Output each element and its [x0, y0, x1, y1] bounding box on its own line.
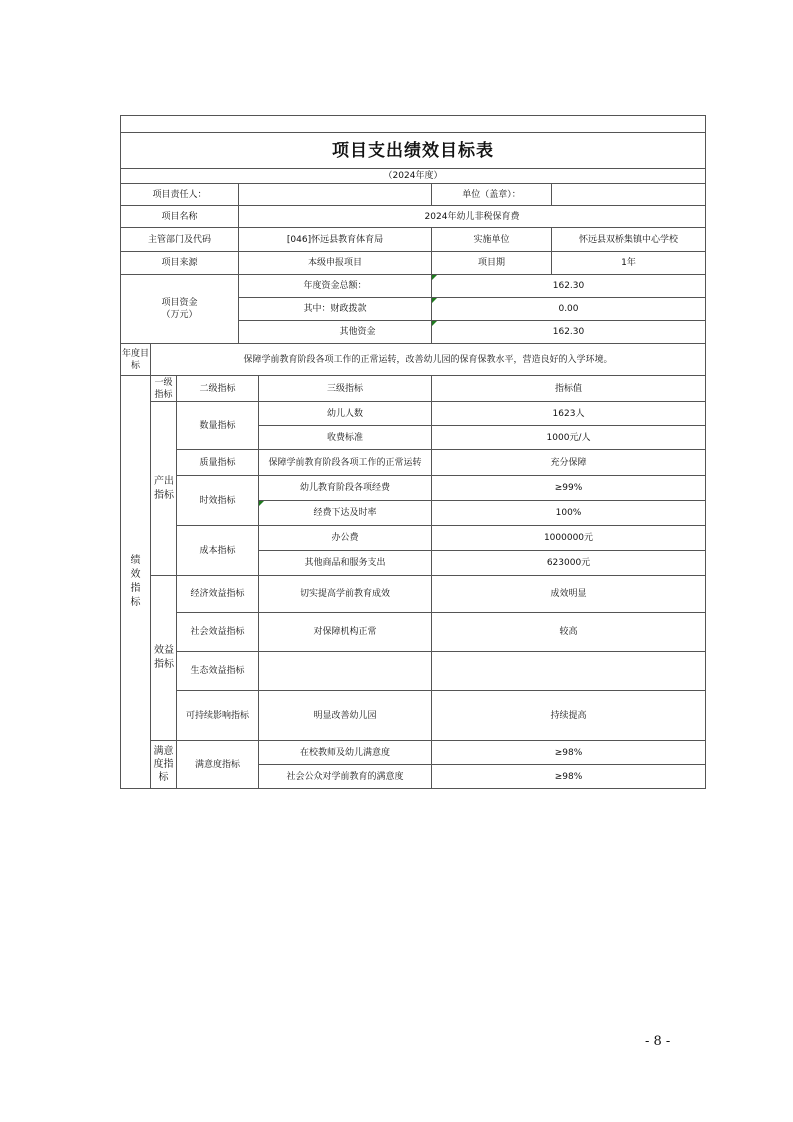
eco-benefit-label: 生态效益指标 [177, 652, 259, 691]
indicator-name: 明显改善幼儿园 [259, 691, 432, 741]
indicator-value: 成效明显 [432, 576, 706, 613]
indicator-value: 充分保障 [432, 450, 706, 476]
blank-cell [121, 116, 706, 133]
project-source-label: 项目来源 [121, 252, 239, 275]
department-label: 主管部门及代码 [121, 228, 239, 252]
performance-table-sheet [120, 115, 705, 789]
indicator-name: 其他商品和服务支出 [259, 551, 432, 576]
unit-seal-value [552, 184, 706, 206]
satisfaction-indicator-label [151, 741, 177, 789]
responsible-person-label: 项目责任人： [121, 184, 239, 206]
project-name-value: 2024年幼儿非税保育费 [239, 206, 706, 228]
indicator-name [259, 652, 432, 691]
table-row [121, 691, 706, 741]
time-indicator-label: 时效指标 [177, 476, 259, 526]
indicator-name: 保障学前教育阶段各项工作的正常运转 [259, 450, 432, 476]
responsible-person-value [239, 184, 432, 206]
performance-indicator-text: 绩效指标 [130, 555, 141, 608]
fiscal-allocation-value: 0.00 [432, 298, 706, 321]
implementing-unit-value: 怀远县双桥集镇中心学校 [552, 228, 706, 252]
indicator-value [432, 652, 706, 691]
table-row [121, 652, 706, 691]
indicator-value: 100% [432, 501, 706, 526]
level1-header: 一级指标 [151, 376, 177, 402]
table-row [121, 613, 706, 652]
source-row [121, 252, 706, 275]
other-funds-value: 162.30 [432, 321, 706, 344]
project-period-value: 1年 [552, 252, 706, 275]
fiscal-allocation-label: 其中：财政拨款 [239, 298, 432, 321]
indicator-value: 1000000元 [432, 526, 706, 551]
department-row [121, 228, 706, 252]
benefit-indicator-label [151, 576, 177, 741]
indicator-value: 1623人 [432, 402, 706, 426]
indicator-name: 收费标准 [259, 426, 432, 450]
project-name-row [121, 206, 706, 228]
implementing-unit-label: 实施单位 [432, 228, 552, 252]
table-row [121, 741, 706, 765]
project-name-label: 项目名称 [121, 206, 239, 228]
table-row [121, 526, 706, 551]
other-funds-label: 其他资金 [239, 321, 432, 344]
indicator-name: 对保障机构正常 [259, 613, 432, 652]
quality-indicator-label: 质量指标 [177, 450, 259, 476]
table-row [121, 450, 706, 476]
department-value: [046]怀远县教育体育局 [239, 228, 432, 252]
responsible-row [121, 184, 706, 206]
unit-seal-label: 单位（盖章）： [432, 184, 552, 206]
output-indicator-text: 产出指标 [154, 475, 174, 501]
level3-header: 三级指标 [259, 376, 432, 402]
project-source-value: 本级申报项目 [239, 252, 432, 275]
indicator-name: 切实提高学前教育成效 [259, 576, 432, 613]
quantity-indicator-label: 数量指标 [177, 402, 259, 450]
economic-benefit-label: 经济效益指标 [177, 576, 259, 613]
blank-top-row [121, 116, 706, 133]
page-number: - 8 - [645, 1034, 671, 1049]
project-funds-label: 项目资金 （万元） [121, 275, 239, 344]
annual-total-label: 年度资金总额： [239, 275, 432, 298]
indicator-name: 在校教师及幼儿满意度 [259, 741, 432, 765]
indicator-name: 幼儿教育阶段各项经费 [259, 476, 432, 501]
indicator-header-row [121, 376, 706, 402]
sustainable-impact-label: 可持续影响指标 [177, 691, 259, 741]
indicator-value: ≥98% [432, 765, 706, 789]
table-title: 项目支出绩效目标表 [121, 133, 706, 169]
value-header: 指标值 [432, 376, 706, 402]
annual-goal-label: 年度目标 [121, 344, 151, 376]
indicator-name: 社会公众对学前教育的满意度 [259, 765, 432, 789]
indicator-name: 经费下达及时率 [259, 501, 432, 526]
table-row [121, 576, 706, 613]
performance-indicator-label [121, 376, 151, 789]
output-indicator-label [151, 402, 177, 576]
social-benefit-label: 社会效益指标 [177, 613, 259, 652]
satisfaction-sub-label: 满意度指标 [177, 741, 259, 789]
benefit-indicator-text: 效益指标 [154, 645, 174, 670]
annual-goal-text: 保障学前教育阶段各项工作的正常运转，改善幼儿园的保育保教水平，营造良好的入学环境。 [151, 344, 706, 376]
year-row [121, 169, 706, 184]
funds-total-row [121, 275, 706, 298]
annual-goal-row [121, 344, 706, 376]
annual-total-value: 162.30 [432, 275, 706, 298]
table-row [121, 476, 706, 501]
year-label: （2024年度） [121, 169, 706, 184]
indicator-value: ≥99% [432, 476, 706, 501]
level2-header: 二级指标 [177, 376, 259, 402]
indicator-name: 幼儿人数 [259, 402, 432, 426]
indicator-name: 办公费 [259, 526, 432, 551]
indicator-value: 较高 [432, 613, 706, 652]
cost-indicator-label: 成本指标 [177, 526, 259, 576]
indicator-value: 623000元 [432, 551, 706, 576]
performance-target-table [120, 115, 706, 789]
table-row [121, 402, 706, 426]
satisfaction-indicator-text: 满意度指标 [153, 746, 174, 783]
indicator-value: ≥98% [432, 741, 706, 765]
project-period-label: 项目期 [432, 252, 552, 275]
title-row [121, 133, 706, 169]
indicator-value: 1000元/人 [432, 426, 706, 450]
indicator-value: 持续提高 [432, 691, 706, 741]
